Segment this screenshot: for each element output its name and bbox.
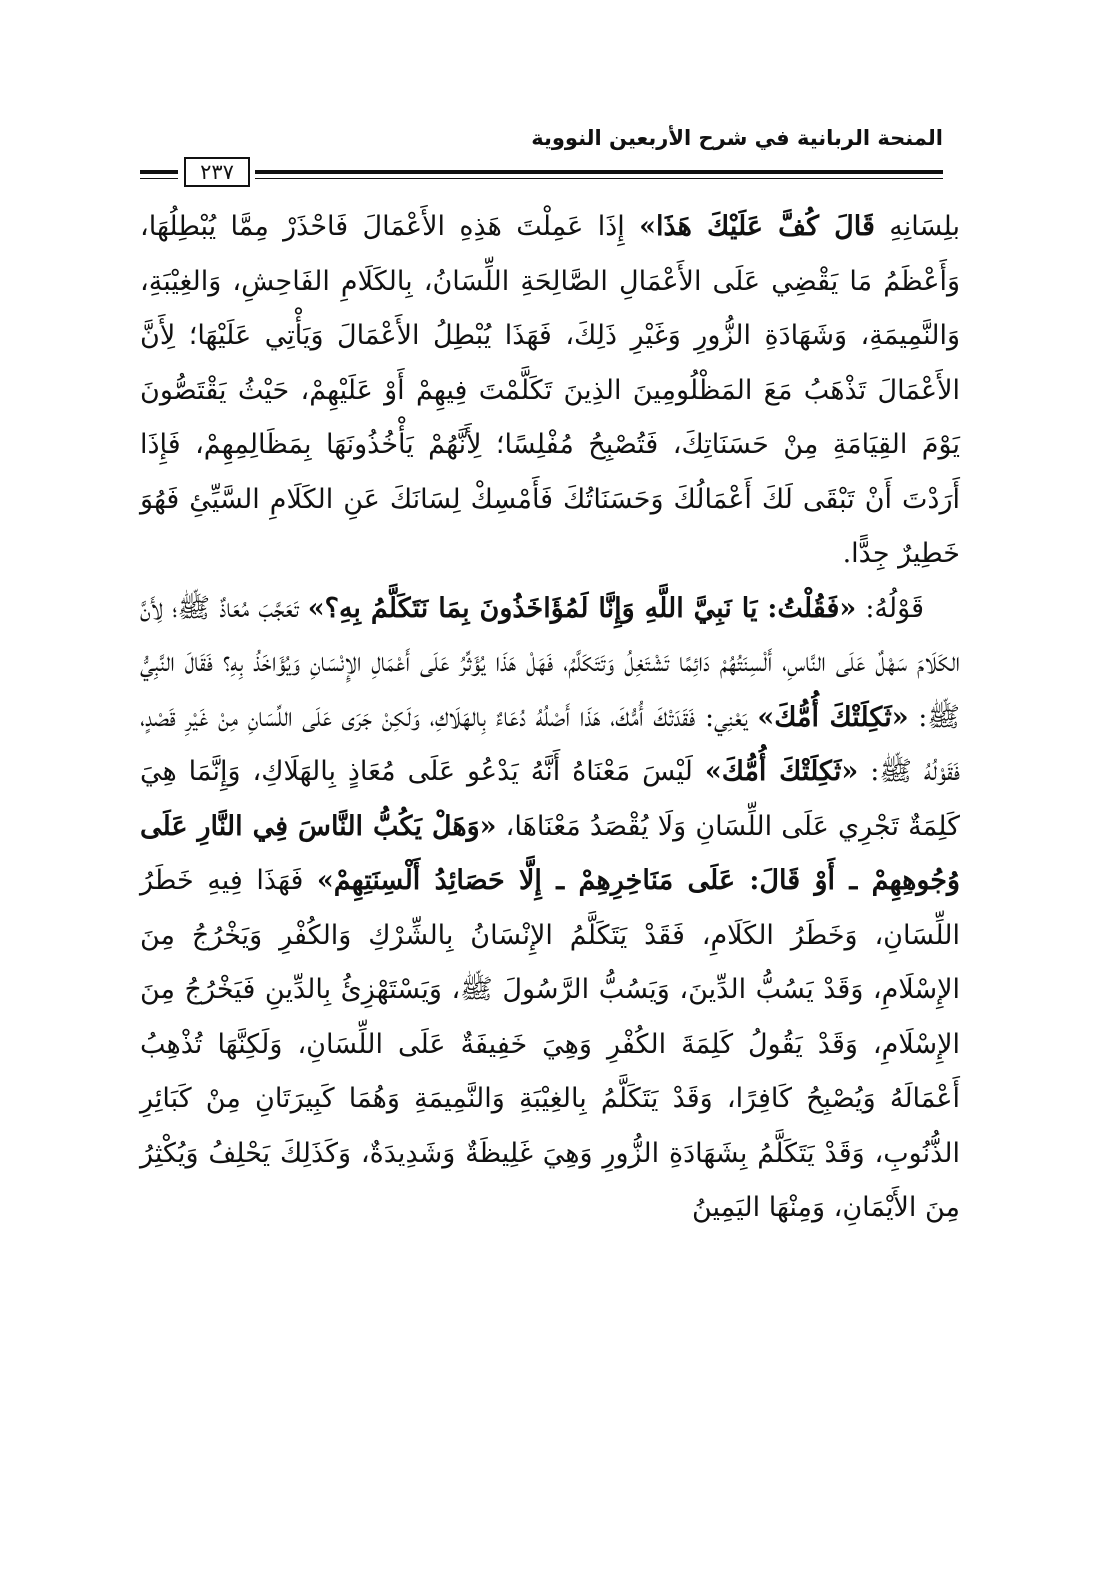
main-text bbox=[140, 200, 960, 1236]
text-span: يَعْنِي: فَقَدَتْكَ أُمُّكَ، هَذَا أَصْلُهُ دُعَاءٌ بِالهَلَاكِ، وَلَكِنْ جَرَى عَلَى اللِّسَانِ مِنْ غَيْرِ قَصْدٍ، فَقَوْلُهُ ﷺ: bbox=[140, 701, 960, 787]
hadith-quote: «وَهَلْ يَكُبُّ النَّاسَ فِي النَّارِ عَلَى وُجُوهِهِمْ ـ أَوْ قَالَ: عَلَى مَنَاخِرِهِمْ ـ إِلَّا حَصَائِدُ أَلْسِنَتِهِمْ» bbox=[140, 810, 960, 896]
page-number: ٢٣٧ bbox=[184, 157, 250, 187]
hadith-quote: قَالَ كُفَّ عَلَيْكَ هَذَا» bbox=[639, 211, 875, 242]
text-span: إِذَا عَمِلْتَ هَذِهِ الأَعْمَالَ فَاحْذَرْ مِمَّا يُبْطِلُهَا، وَأَعْظَمُ مَا يَقْضِي عَلَى الأَعْمَالِ الصَّالِحَةِ اللِّسَانُ، بِالكَلَامِ الفَاحِشِ، وَالغِيْبَةِ، وَالنَّمِيمَةِ، وَشَهَادَةِ الزُّورِ وَغَيْرِ ذَلِكَ، فَهَذَا يُبْطِلُ الأَعْمَالَ وَيَأْتِي عَلَيْهَا؛ لِأَنَّ الأَعْمَالَ تَذْهَبُ مَعَ المَظْلُومِينَ الذِينَ تَكَلَّمْتَ فِيهِمْ أَوْ عَلَيْهِمْ، حَيْثُ يَقْتَصُّونَ يَوْمَ القِيَامَةِ مِنْ حَسَنَاتِكَ، فَتُصْبِحُ مُفْلِسًا؛ لِأَنَّهُمْ يَأْخُذُونَهَا بِمَظَالِمِهِمْ، فَإِذَا أَرَدْتَ أَنْ تَبْقَى لَكَ أَعْمَالُكَ وَحَسَنَاتُكَ فَأَمْسِكْ لِسَانَكَ عَنِ الكَلَامِ السَّيِّئِ فَهُوَ خَطِيرٌ جِدًّا. bbox=[140, 211, 960, 569]
header-rule-thin bbox=[255, 178, 943, 179]
header-rule-short-thin bbox=[140, 178, 178, 179]
hadith-quote: «ثَكِلَتْكَ أُمُّكَ» bbox=[704, 756, 859, 787]
header-rule-thick bbox=[255, 170, 943, 174]
text-span: قَوْلُهُ: bbox=[856, 592, 924, 624]
running-header-title: المنحة الربانية في شرح الأربعين النووية bbox=[531, 126, 943, 150]
hadith-quote: «ثَكِلَتْكَ أُمُّكَ» bbox=[757, 701, 909, 733]
text-span: تَعَجَّبَ مُعَاذٌ ﷺ؛ لِأَنَّ الكَلَامَ سَهْلٌ عَلَى النَّاسِ، أَلْسِنَتُهُمْ دَائِمًا تَشْتَغِلُ وَتَتَكَلَّمُ، فَهَلْ هَذَا يُؤَثِّرُ عَلَى أَعْمَالِ الإِنْسَانِ وَيُؤَاخَذُ بِهِ؟ فَقَالَ النَّبِيُّ ﷺ: bbox=[140, 592, 961, 733]
header-rule-short-thick bbox=[140, 170, 178, 174]
text-span: فَهَذَا فِيهِ خَطَرُ اللِّسَانِ، وَخَطَرُ الكَلَامِ، فَقَدْ يَتَكَلَّمُ الإِنْسَانُ بِالشِّرْكِ وَالكُفْرِ وَيَخْرُجُ مِنَ الإِسْلَامِ، وَقَدْ يَسُبُّ الدِّينَ، وَيَسُبُّ الرَّسُولَ ﷺ، وَيَسْتَهْزِئُ بِالدِّينِ فَيَخْرُجُ مِنَ الإِسْلَامِ، وَقَدْ يَقُولُ كَلِمَةَ الكُفْرِ وَهِيَ خَفِيفَةٌ عَلَى اللِّسَانِ، وَلَكِنَّهَا تُذْهِبُ أَعْمَالَهُ وَيُصْبِحُ كَافِرًا، وَقَدْ يَتَكَلَّمُ بِالغِيْبَةِ وَالنَّمِيمَةِ وَهُمَا كَبِيرَتَانِ مِنْ كَبَائِرِ الذُّنُوبِ، وَقَدْ يَتَكَلَّمُ بِشَهَادَةِ الزُّورِ وَهِيَ غَلِيظَةٌ وَشَدِيدَةٌ، وَكَذَلِكَ يَحْلِفُ وَيُكْثِرُ مِنَ الأَيْمَانِ، وَمِنْهَا اليَمِينُ bbox=[140, 865, 960, 1223]
hadith-quote: «فَقُلْتُ: يَا نَبِيَّ اللَّهِ وَإِنَّا لَمُؤَاخَذُونَ بِمَا نَتَكَلَّمُ بِهِ؟» bbox=[307, 592, 857, 624]
text-span: لَيْسَ مَعْنَاهُ أَنَّهُ يَدْعُو عَلَى مُعَاذٍ بِالهَلَاكِ، وَإِنَّمَا هِيَ كَلِمَةٌ تَجْرِي عَلَى اللِّسَانِ وَلَا يُقْصَدُ مَعْنَاهَا، bbox=[140, 756, 961, 842]
text-span: بلِسَانِهِ bbox=[874, 211, 960, 242]
paragraph bbox=[140, 200, 960, 582]
paragraph bbox=[140, 582, 960, 1236]
